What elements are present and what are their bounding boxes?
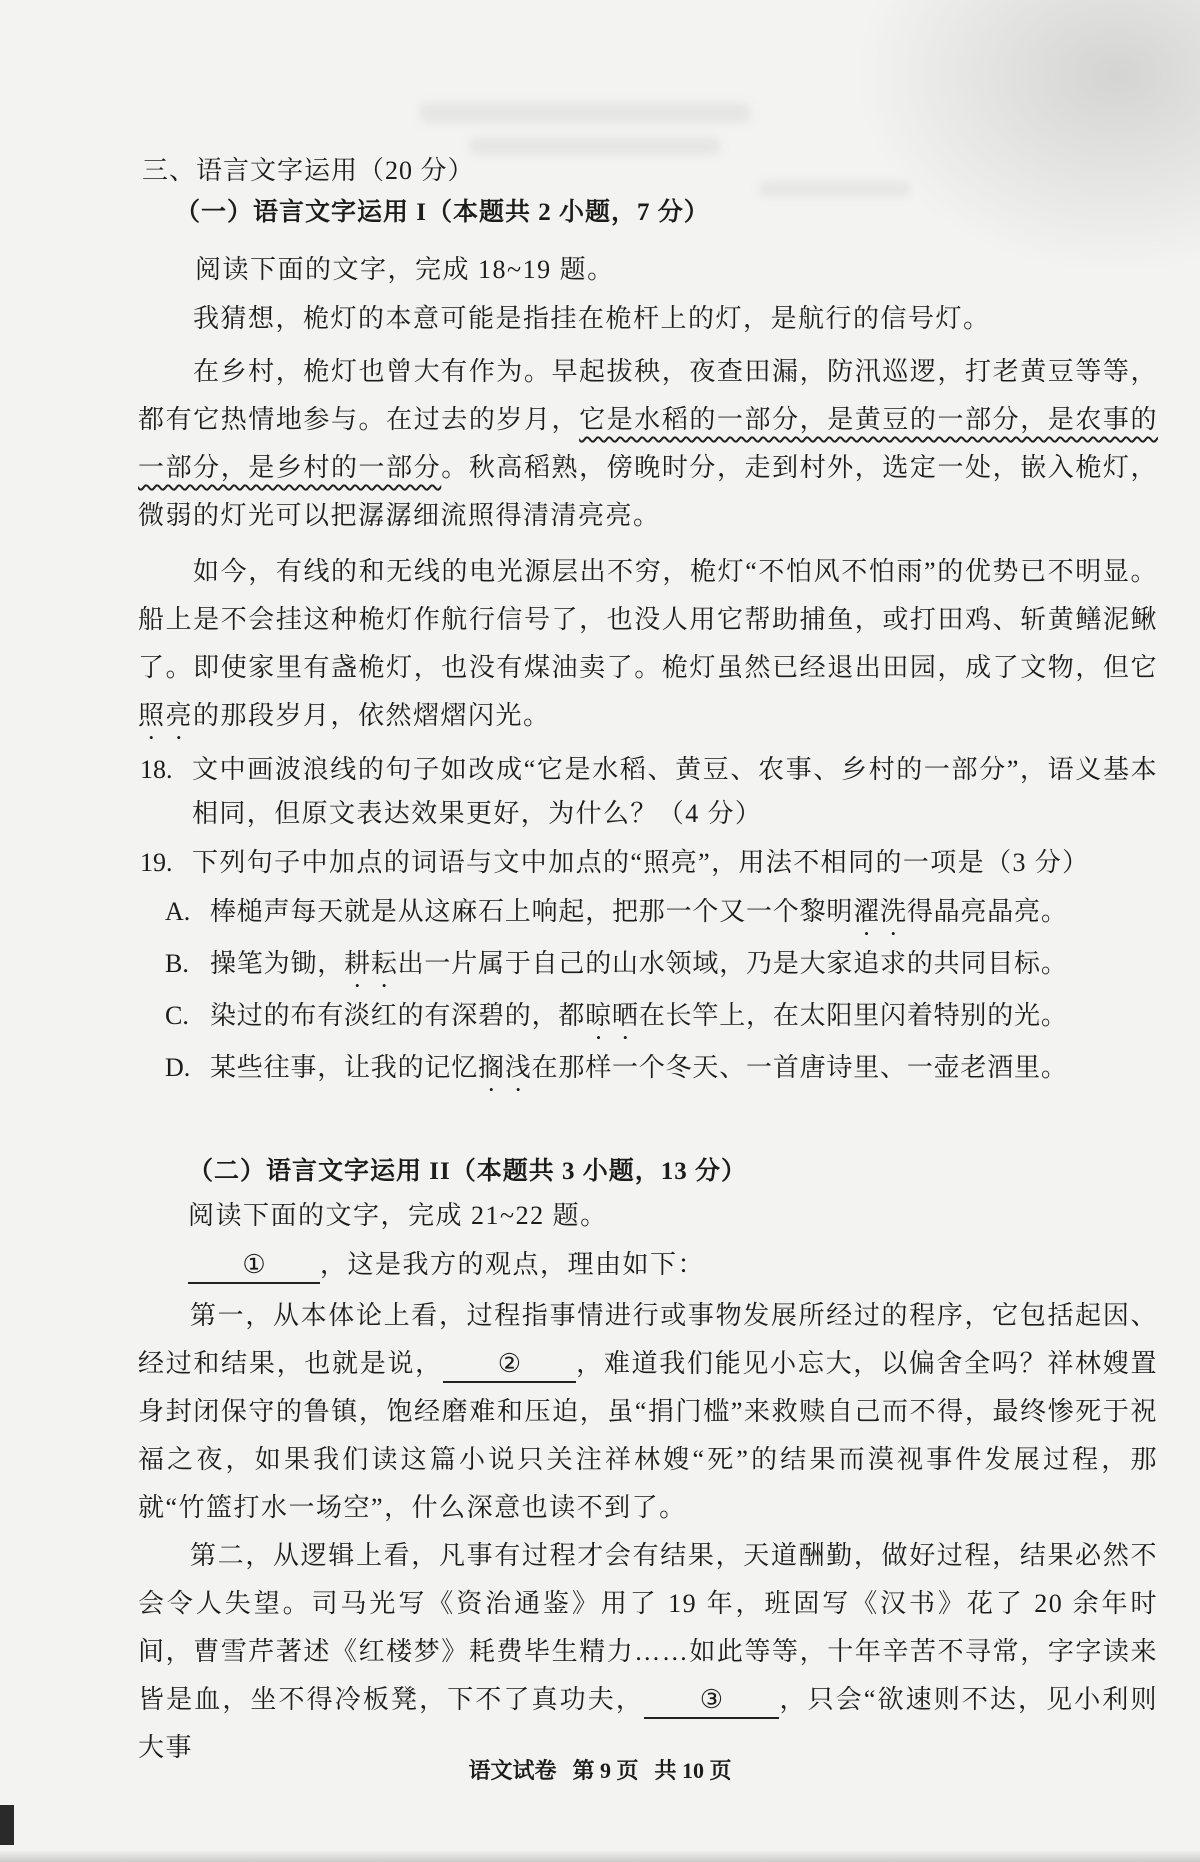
footer-page-number: 第 9 页 [572, 1758, 639, 1783]
option-letter: C. [165, 1001, 189, 1030]
option-text-part: 出一片属于自己的山水领域，乃是大家追求的共同目标。 [397, 949, 1068, 978]
option-c [165, 993, 1158, 1045]
question-text: 文中画波浪线的句子如改成“它是水稻、黄豆、农事、乡村的一部分”，语义基本相同，但原文表达效果更好，为什么？（4 分） [192, 755, 1158, 828]
part1-instruction: 阅读下面的文字，完成 18~19 题。 [195, 255, 615, 284]
question-19-options [0, 889, 1200, 1097]
passage-text: 的那段岁月，依然熠熠闪光。 [193, 701, 551, 730]
passage-text: ，这是我方的观点，理由如下： [320, 1250, 706, 1279]
dotted-word: 耕耘 [344, 949, 398, 978]
argument-paragraph-1 [138, 1241, 1158, 1289]
passage-text: 第二，从逻辑上看，凡事有过程才会有结果，天道酬勤，做好过程，结果必然不会令人失望。司马光写《资治通鉴》用了 19 年，班固写《汉书》花了 20 余年时间，曹雪芹著述《红楼梦》耗费毕生精力……如此等等，十年辛苦不寻常，字字读来皆是血，坐不得冷板凳，下不了真功夫， [138, 1541, 1158, 1714]
dotted-word: 照亮 [138, 701, 194, 730]
option-text-part: 操笔为锄， [210, 949, 345, 978]
footer-subject: 语文试卷 [468, 1758, 557, 1783]
passage-paragraph-3 [138, 548, 1158, 745]
passage-text: 第一，从本体论上看，过程指事情进行或事物发展所经过的程序，它包括起因、经过和结果，也就是说， [138, 1301, 1158, 1378]
option-b [165, 941, 1158, 993]
passage-text: ，难道我们能见小忘大，以偏舍全吗？祥林嫂置身封闭保守的鲁镇，饱经磨难和压迫，虽“捐门槛”来救赎自己而不得，最终惨死于祝福之夜，如果我们读这篇小说只关注祥林嫂“死”的结果而漠视事件发展过程，那就“竹篮打水一场空”，什么深意也读不到了。 [138, 1349, 1158, 1522]
option-letter: B. [165, 949, 189, 978]
dotted-word: 搁浅 [478, 1053, 532, 1082]
passage-text: 如今，有线的和无线的电光源层出不穷，桅灯“不怕风不怕雨”的优势已不明显。船上是不会挂这种桅灯作航行信号了，也没人用它帮助捕鱼，或打田鸡、斩黄鳝泥鳅了。即使家里有盏桅灯，也没有煤油卖了。桅灯虽然已经退出田园，成了文物，但它 [138, 557, 1158, 682]
question-number: 19. [140, 848, 173, 877]
part1-title: （一）语言文字运用 I（本题共 2 小题，7 分） [175, 199, 710, 226]
option-text-part: 染过的布有淡红的有深碧的，都 [210, 1001, 586, 1030]
answer-blank-1: ① [188, 1248, 320, 1284]
section-title: 三、语言文字运用（20 分） [142, 156, 475, 185]
answer-blank-2: ② [443, 1347, 576, 1383]
passage-text: ，只会“欲速则不达，见小利则大事 [138, 1685, 1158, 1762]
option-text-part: 棒槌声每天就是从这麻石上响起，把那一个又一个黎明 [210, 897, 854, 926]
footer-total-pages: 共 10 页 [654, 1758, 732, 1783]
argument-paragraph-3 [138, 1532, 1158, 1772]
option-text-part: 得晶亮晶亮。 [906, 897, 1068, 926]
dotted-word: 晾晒 [585, 1001, 639, 1030]
option-text [210, 993, 1158, 1045]
option-letter: D. [165, 1053, 191, 1082]
question-19 [140, 841, 1158, 885]
dotted-word: 濯洗 [853, 897, 907, 926]
question-text: 下列句子中加点的词语与文中加点的“照亮”，用法不相同的一项是（3 分） [192, 848, 1090, 877]
passage-paragraph-1: 我猜想，桅灯的本意可能是指挂在桅杆上的灯，是航行的信号灯。 [193, 304, 991, 333]
passage-text: 。秋高稻熟，傍晚时分，走到村外，选定一处，嵌入桅灯，微弱的灯光可以把潺潺细流照得清清亮亮。 [138, 453, 1158, 530]
argument-paragraph-2 [138, 1292, 1158, 1532]
option-text [210, 889, 1158, 941]
option-text [210, 1045, 1158, 1097]
scan-bottom-edge [0, 1850, 1200, 1862]
passage-paragraph-2 [138, 348, 1158, 540]
page-footer [0, 1752, 1200, 1790]
question-18 [140, 748, 1158, 836]
option-a [165, 889, 1158, 941]
part2-instruction: 阅读下面的文字，完成 21~22 题。 [188, 1201, 608, 1230]
part2-title: （二）语言文字运用 II（本题共 3 小题，13 分） [188, 1158, 747, 1185]
option-text-part: 在那样一个冬天、一首唐诗里、一壶老酒里。 [531, 1053, 1068, 1082]
wavy-underlined-sentence: 它是水稻的一部分，是黄豆的一部分，是农事的一部分，是乡村的一部分 [138, 405, 1158, 482]
option-text-part: 某些往事，让我的记忆 [210, 1053, 479, 1082]
scan-corner-mark [0, 1805, 14, 1845]
question-number: 18. [140, 755, 173, 784]
option-d [165, 1045, 1158, 1097]
option-letter: A. [165, 897, 191, 926]
answer-blank-3: ③ [644, 1683, 779, 1719]
option-text-part: 在长竿上，在太阳里闪着特别的光。 [638, 1001, 1068, 1030]
option-text [210, 941, 1158, 993]
passage-text: 在乡村，桅灯也曾大有作为。早起拔秧，夜查田漏，防汛巡逻，打老黄豆等等，都有它热情地参与。在过去的岁月， [138, 357, 1158, 434]
